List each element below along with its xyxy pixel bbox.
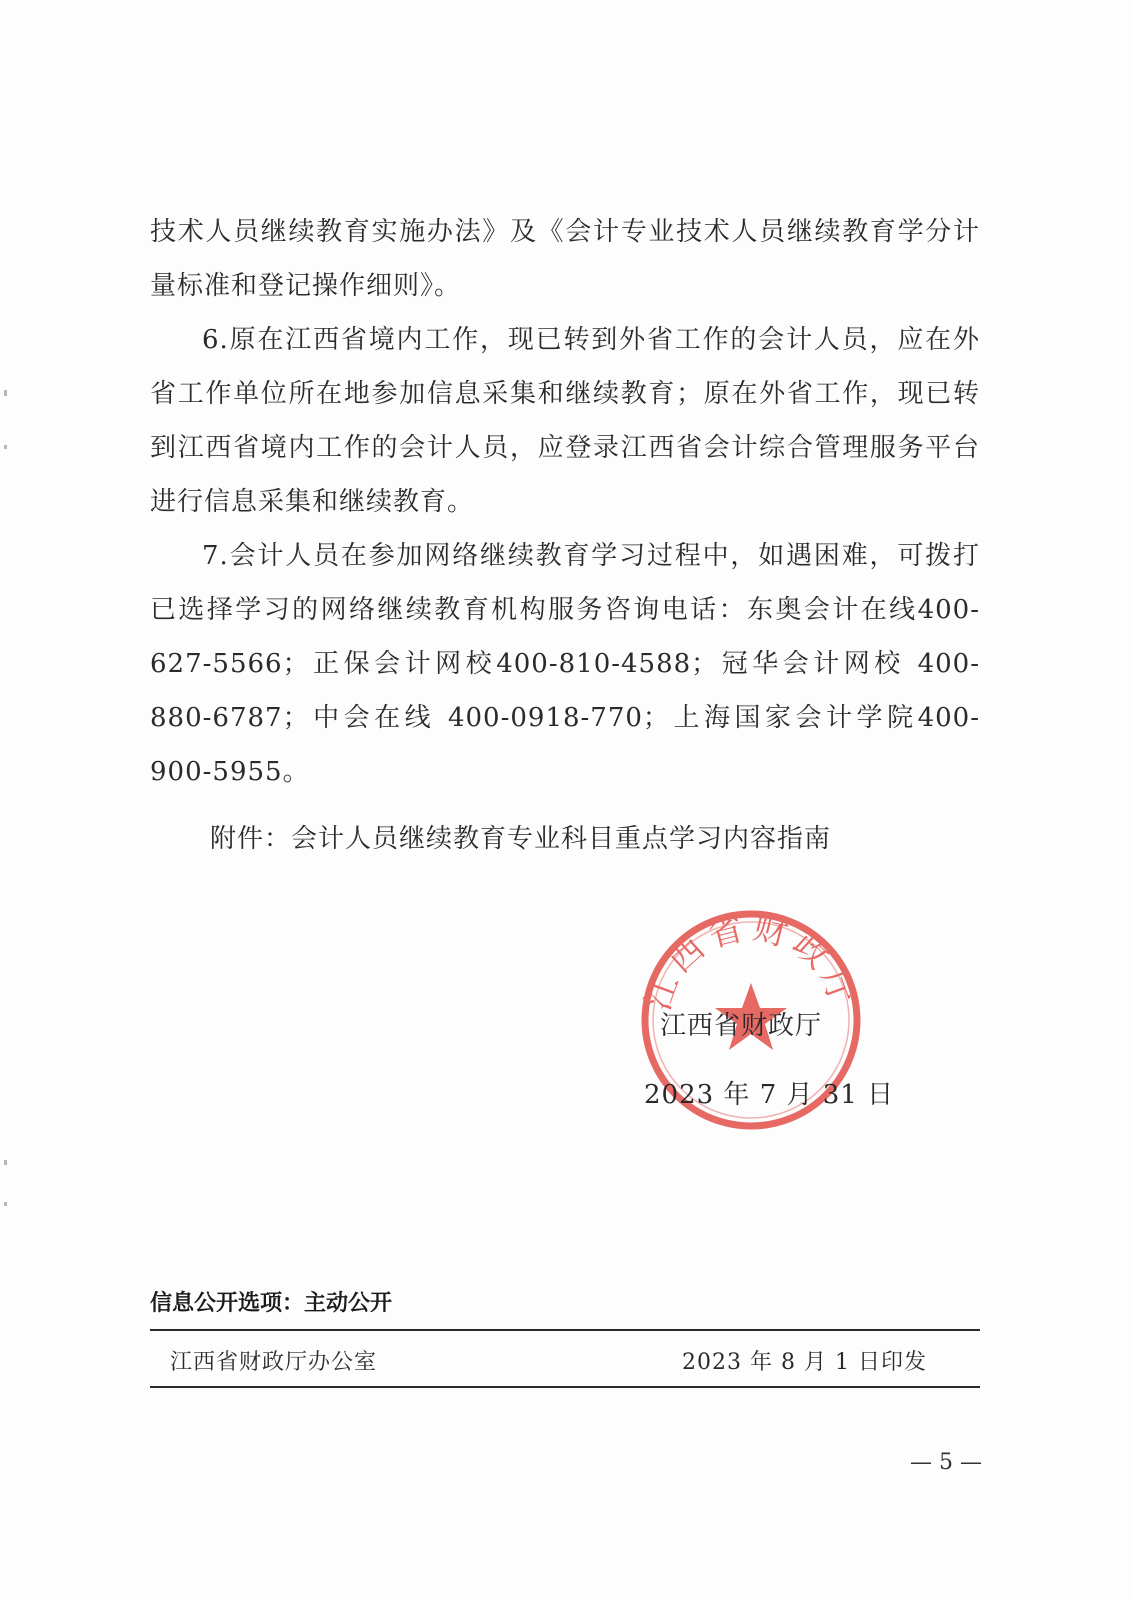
scan-edge-mark (4, 445, 7, 449)
attachment-line: 附件：会计人员继续教育专业科目重点学习内容指南 (210, 824, 832, 854)
issuing-office: 江西省财政厅办公室 (170, 1350, 378, 1375)
footer-rule-bottom (150, 1386, 980, 1388)
page-number: — 5 — (910, 1450, 982, 1475)
issue-date: 2023 年 8 月 1 日印发 (682, 1350, 927, 1375)
signature-date: 2023 年 7 月 31 日 (644, 1080, 895, 1110)
scan-edge-mark (4, 390, 7, 396)
paragraph-item-7: 7.会计人员在参加网络继续教育学习过程中，如遇困难，可拨打已选择学习的网络继续教育机构服务咨询电话：东奥会计在线400-627-5566；正保会计网校400-810-4588；冠华会计网校 400-880-6787；中会在线 400-0918-770；上海国家会计学院400-900-5955。 (150, 541, 980, 787)
paragraph-continuation: 技术人员继续教育实施办法》及《会计专业技术人员继续教育学分计量标准和登记操作细则》。 (150, 217, 980, 301)
signature-organization: 江西省财政厅 (660, 1011, 823, 1041)
scan-edge-mark (4, 1202, 7, 1206)
seal-lettering: 江西省财政厅 (637, 907, 865, 1016)
disclosure-option: 信息公开选项：主动公开 (150, 1291, 393, 1316)
paragraph-item-6: 6.原在江西省境内工作，现已转到外省工作的会计人员，应在外省工作单位所在地参加信息采集和继续教育；原在外省工作，现已转到江西省境内工作的会计人员，应登录江西省会计综合管理服务平台进行信息采集和继续教育。 (150, 325, 980, 517)
scan-edge-mark (4, 1160, 7, 1165)
body-text (150, 205, 980, 799)
footer-rule-top (150, 1329, 980, 1331)
